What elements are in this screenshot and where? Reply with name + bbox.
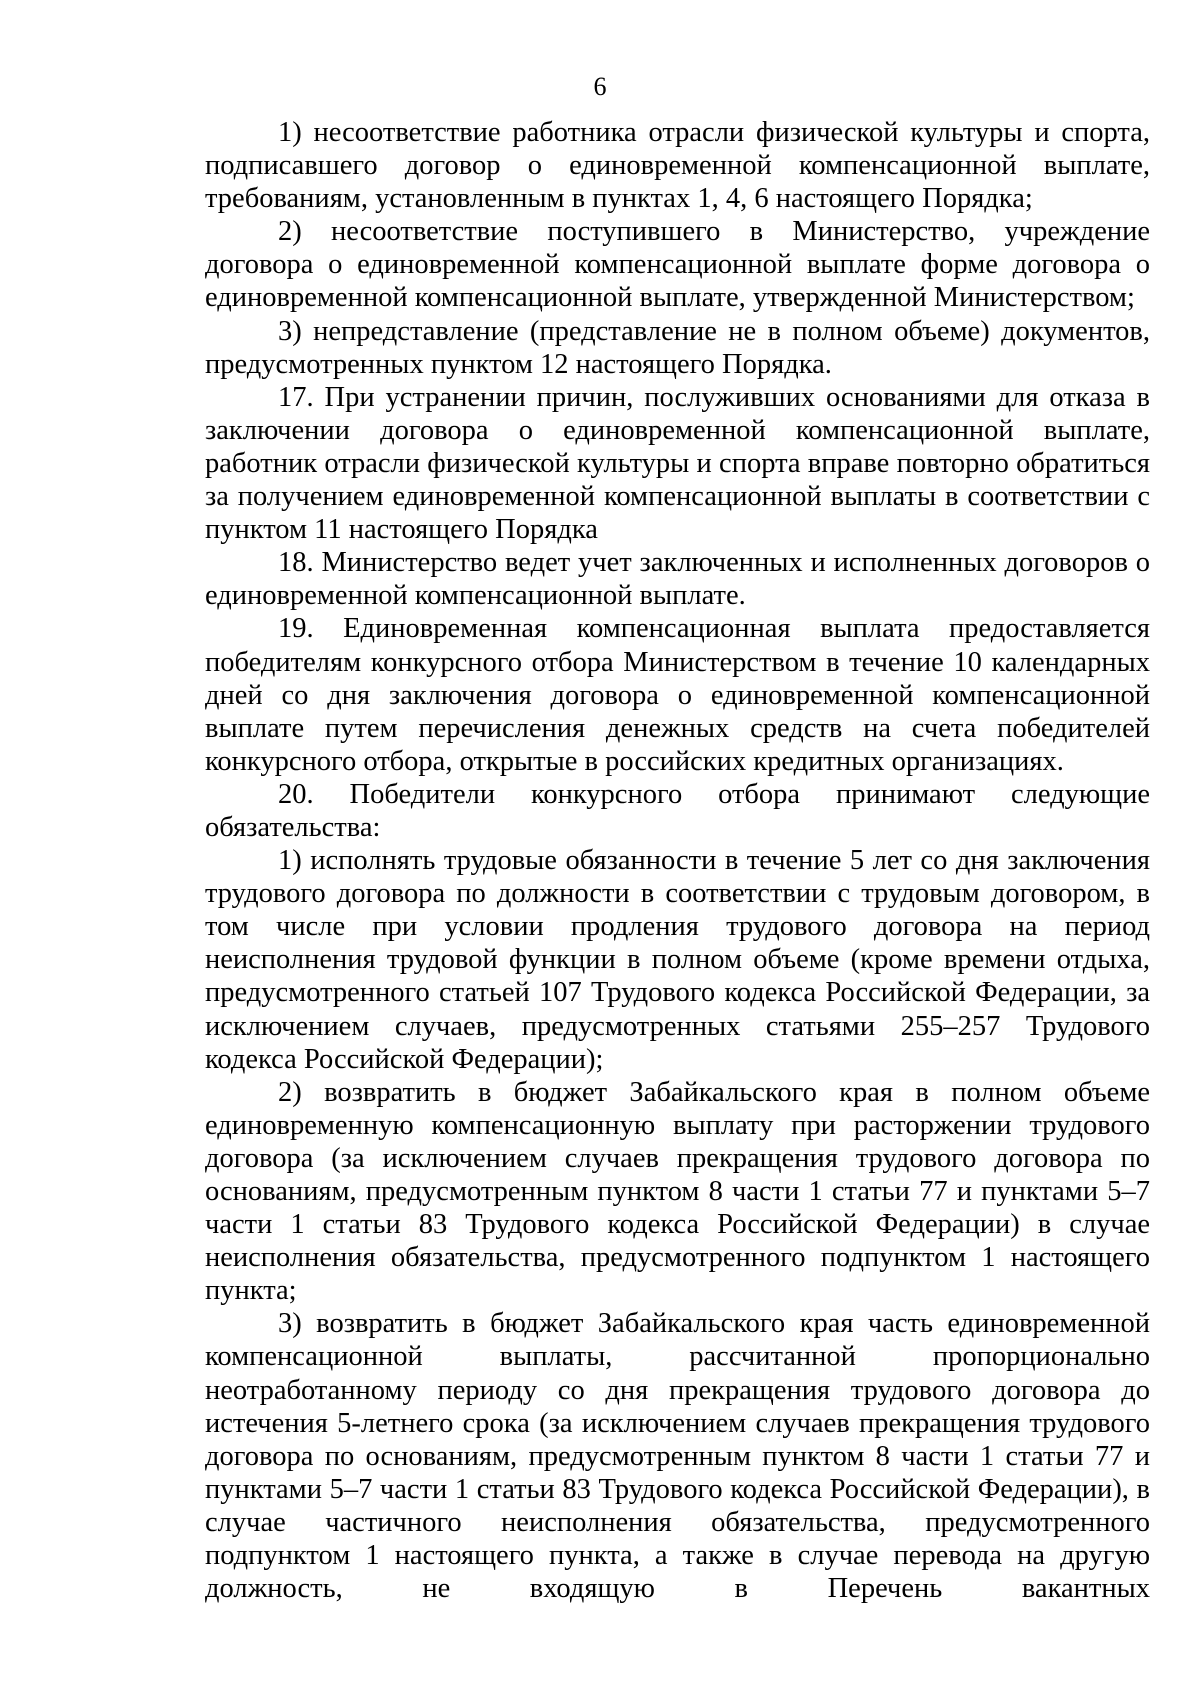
document-body — [205, 116, 1150, 1605]
page-number: 6 — [593, 72, 607, 101]
paragraph-16-item-1: 1) несоответствие работника отрасли физической культуры и спорта, подписавшего договор о единовременной компенсационной выплате, требованиям, установленным в пунктах 1, 4, 6 настоящего Порядка; — [205, 117, 1150, 215]
paragraph-17: 17. При устранении причин, послуживших основаниями для отказа в заключении договора о единовременной компенсационной выплате, работник отрасли физической культуры и спорта вправе повторно обратиться за получением единовременной компенсационной выплаты в соответствии с пунктом 11 настоящего Порядка — [205, 381, 1150, 546]
paragraph-19: 19. Единовременная компенсационная выплата предоставляется победителям конкурсного отбора Министерством в течение 10 календарных дней со дня заключения договора о единовременной компенсационной выплате путем перечисления денежных средств на счета победителей конкурсного отбора, открытые в российских кредитных организациях. — [205, 613, 1150, 777]
paragraph-16-item-3: 3) непредставление (представление не в полном объеме) документов, предусмотренных пунктом 12 настоящего Порядка. — [205, 315, 1150, 380]
paragraph-16-item-2: 2) несоответствие поступившего в Министерство, учреждение договора о единовременной компенсационной выплате форме договора о единовременной компенсационной выплате, утвержденной Министерством; — [205, 216, 1150, 314]
paragraph-18: 18. Министерство ведет учет заключенных и исполненных договоров о единовременной компенсационной выплате. — [205, 547, 1150, 612]
paragraph-20-item-2: 2) возвратить в бюджет Забайкальского края в полном объеме единовременную компенсационную выплату при расторжении трудового договора (за исключением случаев прекращения трудового договора по основаниям, предусмотренным пунктом 8 части 1 статьи 77 и пунктами 5–7 части 1 статьи 83 Трудового кодекса Российской Федерации) в случае неисполнения обязательства, предусмотренного подпунктом 1 настоящего пункта; — [205, 1076, 1150, 1307]
paragraph-20-item-3: 3) возвратить в бюджет Забайкальского края часть единовременной компенсационной выплаты, рассчитанной пропорционально неотработанному периоду со дня прекращения трудового договора до истечения 5-летнего срока (за исключением случаев прекращения трудового договора по основаниям, предусмотренным пунктом 8 части 1 статьи 77 и пунктами 5–7 части 1 статьи 83 Трудового кодекса Российской Федерации), в случае частичного неисполнения обязательства, предусмотренного подпунктом 1 настоящего пункта, а также в случае перевода на другую должность, не входящую в Перечень вакантных — [205, 1308, 1150, 1605]
paragraph-20-item-1: 1) исполнять трудовые обязанности в течение 5 лет со дня заключения трудового договора по должности в соответствии с трудовым договором, в том числе при условии продления трудового договора на период неисполнения трудовой функции в полном объеме (кроме времени отдыха, предусмотренного статьей 107 Трудового кодекса Российской Федерации, за исключением случаев, предусмотренных статьями 255–257 Трудового кодекса Российской Федерации); — [205, 845, 1150, 1075]
paragraph-20: 20. Победители конкурсного отбора принимают следующие обязательства: — [205, 778, 1150, 843]
